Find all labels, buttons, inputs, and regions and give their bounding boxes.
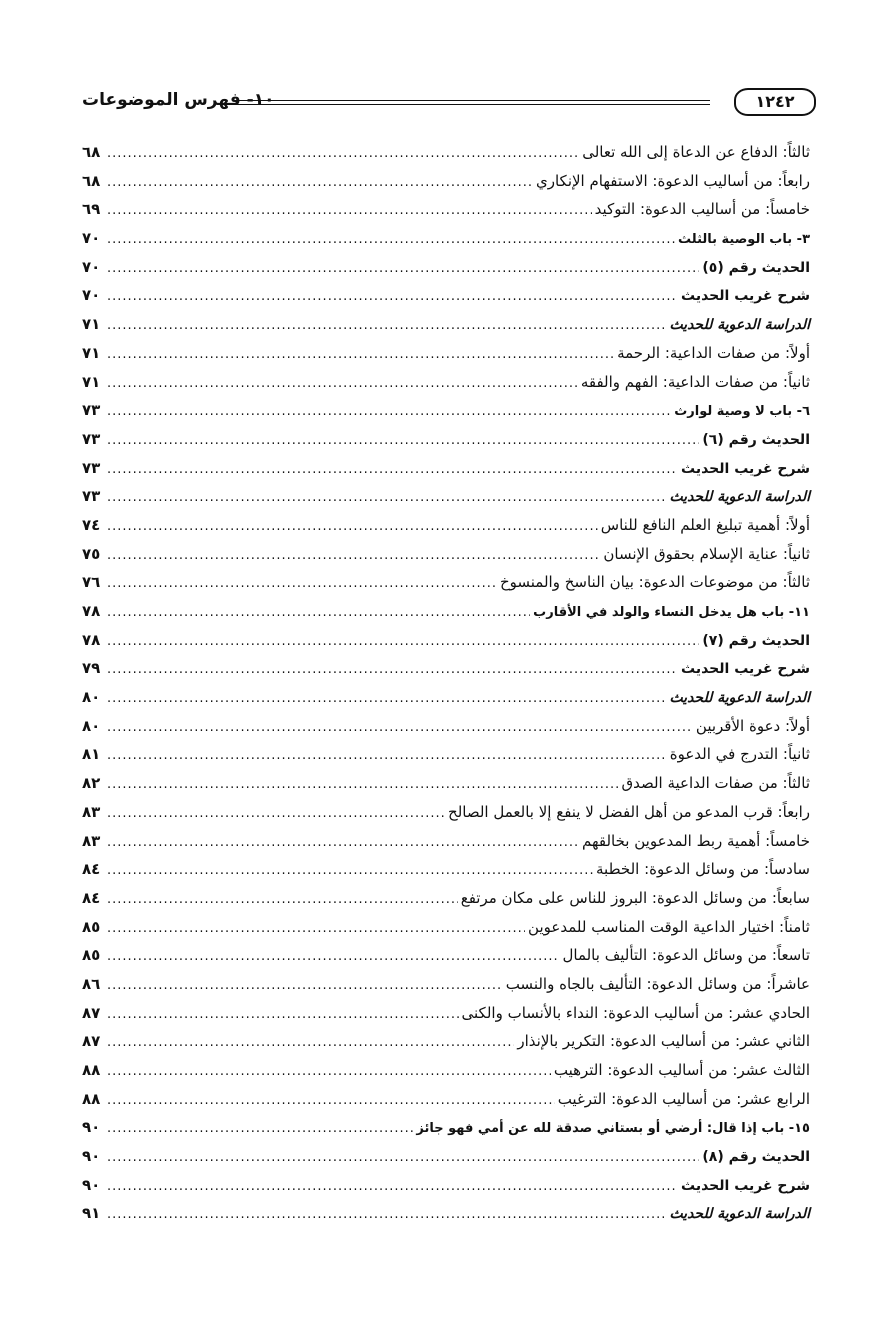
toc-dot-leader bbox=[107, 656, 678, 685]
toc-dot-leader bbox=[107, 398, 671, 427]
toc-entry-page: ٧٥ bbox=[82, 544, 101, 563]
toc-entry-title: الدراسة الدعوية للحديث bbox=[669, 489, 810, 506]
toc-entry-page: ٧٣ bbox=[82, 401, 101, 420]
toc-entry-page: ٨٥ bbox=[82, 917, 101, 936]
toc-entry-page: ٧١ bbox=[82, 315, 101, 334]
toc-dot-leader bbox=[107, 513, 598, 542]
toc-entry bbox=[82, 454, 810, 483]
toc-entry-title: خامساً: من أساليب الدعوة: التوكيد bbox=[594, 200, 810, 219]
toc-entry-page: ٦٩ bbox=[82, 200, 101, 219]
toc-entry-title: شرح غريب الحديث bbox=[681, 460, 810, 477]
toc-dot-leader bbox=[107, 943, 559, 972]
toc-dot-leader bbox=[107, 1201, 666, 1230]
toc-entry-page: ٨٦ bbox=[82, 974, 101, 993]
toc-entry-title: الثاني عشر: من أساليب الدعوة: التكرير بالإنذار bbox=[517, 1032, 810, 1051]
toc-dot-leader bbox=[107, 312, 666, 341]
toc-entry bbox=[82, 1142, 810, 1171]
toc-entry-title: الحديث رقم (٨) bbox=[702, 1149, 810, 1166]
toc-entry-title: الحديث رقم (٧) bbox=[702, 632, 810, 649]
toc-entry bbox=[82, 138, 810, 167]
toc-entry-page: ٦٨ bbox=[82, 143, 101, 161]
toc-entry bbox=[82, 1113, 810, 1142]
toc-entry bbox=[82, 913, 810, 942]
toc-entry bbox=[82, 540, 810, 569]
toc-entry-page: ٧٣ bbox=[82, 487, 101, 506]
toc-dot-leader bbox=[107, 570, 497, 599]
toc-entry-page: ٧٩ bbox=[82, 659, 101, 678]
toc-entry bbox=[82, 167, 810, 196]
toc-entry bbox=[82, 253, 810, 282]
toc-entry-title: شرح غريب الحديث bbox=[681, 288, 810, 305]
toc-entry-title: عاشراً: من وسائل الدعوة: التأليف بالجاه والنسب bbox=[505, 974, 810, 993]
toc-entry-title: الثالث عشر: من أساليب الدعوة: الترهيب bbox=[553, 1061, 810, 1079]
toc-entry bbox=[82, 597, 810, 626]
toc-entry-title: الدراسة الدعوية للحديث bbox=[669, 317, 810, 334]
toc-entry bbox=[82, 568, 810, 597]
toc-entry bbox=[82, 712, 810, 741]
toc-entry bbox=[82, 626, 810, 655]
toc-entry-title: ٣- باب الوصية بالثلث bbox=[678, 232, 810, 248]
toc-dot-leader bbox=[107, 226, 675, 255]
toc-dot-leader bbox=[107, 1115, 413, 1144]
toc-entry bbox=[82, 798, 810, 827]
header-rule bbox=[232, 100, 710, 105]
toc-dot-leader bbox=[107, 370, 578, 399]
toc-entry bbox=[82, 195, 810, 224]
toc-dot-leader bbox=[107, 1029, 514, 1058]
toc-entry-page: ٨١ bbox=[82, 745, 101, 764]
toc-entry bbox=[82, 1027, 810, 1056]
toc-entry-title: خامساً: أهمية ربط المدعوين بخالقهم bbox=[582, 831, 810, 850]
toc-entry-page: ٨٠ bbox=[82, 688, 101, 707]
toc-entry-page: ٨٧ bbox=[82, 1003, 101, 1022]
toc-entry bbox=[82, 425, 810, 454]
toc-entry-title: سادساً: من وسائل الدعوة: الخطبة bbox=[596, 860, 810, 879]
toc-entry-title: ٦- باب لا وصية لوارث bbox=[674, 404, 810, 420]
toc-dot-leader bbox=[107, 915, 525, 944]
toc-entry-title: تاسعاً: من وسائل الدعوة: التأليف بالمال bbox=[562, 946, 810, 965]
toc-entry-title: ثالثاً: من موضوعات الدعوة: بيان الناسخ والمنسوخ bbox=[499, 573, 810, 592]
toc-dot-leader bbox=[107, 140, 579, 169]
toc-entry-page: ٧٠ bbox=[82, 229, 101, 248]
toc-entry bbox=[82, 999, 810, 1028]
toc-entry-title: الدراسة الدعوية للحديث bbox=[669, 690, 810, 707]
toc-entry bbox=[82, 310, 810, 339]
toc-dot-leader bbox=[107, 685, 666, 714]
toc-entry-page: ٨٣ bbox=[82, 831, 101, 850]
toc-dot-leader bbox=[107, 542, 600, 571]
toc-entry bbox=[82, 683, 810, 712]
toc-dot-leader bbox=[107, 628, 699, 657]
toc-entry-page: ٨٧ bbox=[82, 1032, 101, 1051]
toc-dot-leader bbox=[107, 341, 614, 370]
toc-entry bbox=[82, 1171, 810, 1200]
toc-entry-page: ٩١ bbox=[82, 1204, 101, 1223]
toc-entry-page: ٨٣ bbox=[82, 802, 101, 821]
toc-dot-leader bbox=[107, 972, 503, 1001]
toc-entry-title: أولاً: أهمية تبليغ العلم النافع للناس bbox=[600, 515, 810, 534]
toc-dot-leader bbox=[107, 456, 678, 485]
toc-entry-title: ١٥- باب إذا قال: أرضي أو بستاني صدقة لله عن أمي فهو جائز bbox=[416, 1121, 810, 1137]
toc-dot-leader bbox=[107, 771, 618, 800]
toc-dot-leader bbox=[107, 1087, 555, 1116]
toc-entry bbox=[82, 769, 810, 798]
toc-dot-leader bbox=[107, 1058, 551, 1087]
toc-entry bbox=[82, 941, 810, 970]
toc-dot-leader bbox=[107, 283, 678, 312]
page-header bbox=[82, 84, 820, 124]
toc-entry bbox=[82, 1085, 810, 1114]
toc-entry-page: ٨٨ bbox=[82, 1061, 101, 1079]
toc-entry-title: شرح غريب الحديث bbox=[681, 661, 810, 678]
toc-entry bbox=[82, 855, 810, 884]
toc-entry-title: ثانياً: عناية الإسلام بحقوق الإنسان bbox=[603, 544, 810, 563]
toc-entry-page: ٩٠ bbox=[82, 1118, 101, 1137]
toc-entry-title: أولاً: من صفات الداعية: الرحمة bbox=[617, 343, 810, 362]
toc-entry-page: ٨٨ bbox=[82, 1089, 101, 1108]
toc-entry-page: ٧٦ bbox=[82, 573, 101, 592]
toc-dot-leader bbox=[107, 255, 699, 284]
toc-entry bbox=[82, 339, 810, 368]
toc-dot-leader bbox=[107, 599, 530, 628]
toc-entry-page: ٧٣ bbox=[82, 458, 101, 477]
toc-dot-leader bbox=[107, 886, 458, 915]
toc-entry-title: ثالثاً: من صفات الداعية الصدق bbox=[621, 774, 810, 793]
toc-entry-page: ٧٠ bbox=[82, 257, 101, 276]
toc-entry bbox=[82, 482, 810, 511]
toc-entry bbox=[82, 970, 810, 999]
toc-entry-page: ٨٠ bbox=[82, 716, 101, 735]
toc-entry bbox=[82, 740, 810, 769]
toc-dot-leader bbox=[107, 427, 699, 456]
section-title: ١٠- فهرس الموضوعات bbox=[82, 90, 275, 110]
toc-entry-title: ثامناً: اختيار الداعية الوقت المناسب للمدعوين bbox=[528, 917, 810, 936]
toc-entry-page: ٩٠ bbox=[82, 1147, 101, 1166]
toc-entry bbox=[82, 827, 810, 856]
toc-entry bbox=[82, 396, 810, 425]
toc-dot-leader bbox=[107, 1173, 678, 1202]
toc-entry-page: ٧٣ bbox=[82, 429, 101, 448]
toc-entry bbox=[82, 1199, 810, 1228]
toc-entry-title: الحادي عشر: من أساليب الدعوة: النداء بالأنساب والكنى bbox=[461, 1003, 810, 1022]
toc-entry-page: ٨٢ bbox=[82, 774, 101, 793]
toc-entry-title: سابعاً: من وسائل الدعوة: البروز للناس على مكان مرتفع bbox=[460, 888, 810, 907]
toc-entry-title: رابعاً: قرب المدعو من أهل الفضل لا ينفع إلا بالعمل الصالح bbox=[448, 802, 810, 821]
toc-entry-title: ثانياً: من صفات الداعية: الفهم والفقه bbox=[580, 372, 810, 391]
toc-entry-title: رابعاً: من أساليب الدعوة: الاستفهام الإنكاري bbox=[535, 171, 810, 190]
toc-entry-page: ٧٤ bbox=[82, 515, 101, 534]
toc-entry-page: ٩٠ bbox=[82, 1175, 101, 1194]
toc-entry bbox=[82, 281, 810, 310]
toc-entry-page: ٧١ bbox=[82, 343, 101, 362]
toc-entry bbox=[82, 224, 810, 253]
toc-entry bbox=[82, 654, 810, 683]
toc-entry-title: الحديث رقم (٦) bbox=[702, 431, 810, 448]
toc-entry-page: ٧٠ bbox=[82, 286, 101, 305]
toc-entry-title: ثانياً: التدرج في الدعوة bbox=[669, 745, 810, 764]
toc-entry-title: الحديث رقم (٥) bbox=[702, 259, 810, 276]
toc-entry-page: ٧١ bbox=[82, 372, 101, 391]
toc-dot-leader bbox=[107, 829, 579, 858]
page-number-badge: ١٢٤٢ bbox=[734, 88, 816, 116]
toc-dot-leader bbox=[107, 484, 666, 513]
toc-entry bbox=[82, 511, 810, 540]
toc-entry-page: ٧٨ bbox=[82, 602, 101, 620]
toc-entry-title: ثالثاً: الدفاع عن الدعاة إلى الله تعالى bbox=[582, 143, 810, 161]
toc-entry bbox=[82, 368, 810, 397]
toc-entry-title: شرح غريب الحديث bbox=[681, 1177, 810, 1194]
toc-dot-leader bbox=[107, 714, 693, 743]
toc-entry bbox=[82, 1056, 810, 1085]
toc-entry bbox=[82, 884, 810, 913]
toc-dot-leader bbox=[107, 169, 533, 198]
toc-entry-page: ٨٤ bbox=[82, 888, 101, 907]
toc-dot-leader bbox=[107, 197, 592, 226]
table-of-contents bbox=[82, 138, 810, 1228]
toc-entry-title: ١١- باب هل يدخل النساء والولد في الأقارب bbox=[533, 605, 810, 620]
toc-dot-leader bbox=[107, 800, 445, 829]
toc-dot-leader bbox=[107, 1144, 699, 1173]
toc-entry-page: ٦٨ bbox=[82, 171, 101, 190]
toc-dot-leader bbox=[107, 1001, 459, 1030]
toc-entry-page: ٨٥ bbox=[82, 946, 101, 965]
toc-entry-title: أولاً: دعوة الأقربين bbox=[695, 716, 810, 735]
toc-dot-leader bbox=[107, 742, 667, 771]
toc-entry-page: ٨٤ bbox=[82, 860, 101, 879]
toc-dot-leader bbox=[107, 857, 593, 886]
toc-entry-title: الدراسة الدعوية للحديث bbox=[669, 1206, 810, 1223]
toc-entry-page: ٧٨ bbox=[82, 630, 101, 649]
toc-entry-title: الرابع عشر: من أساليب الدعوة: الترغيب bbox=[557, 1089, 810, 1108]
